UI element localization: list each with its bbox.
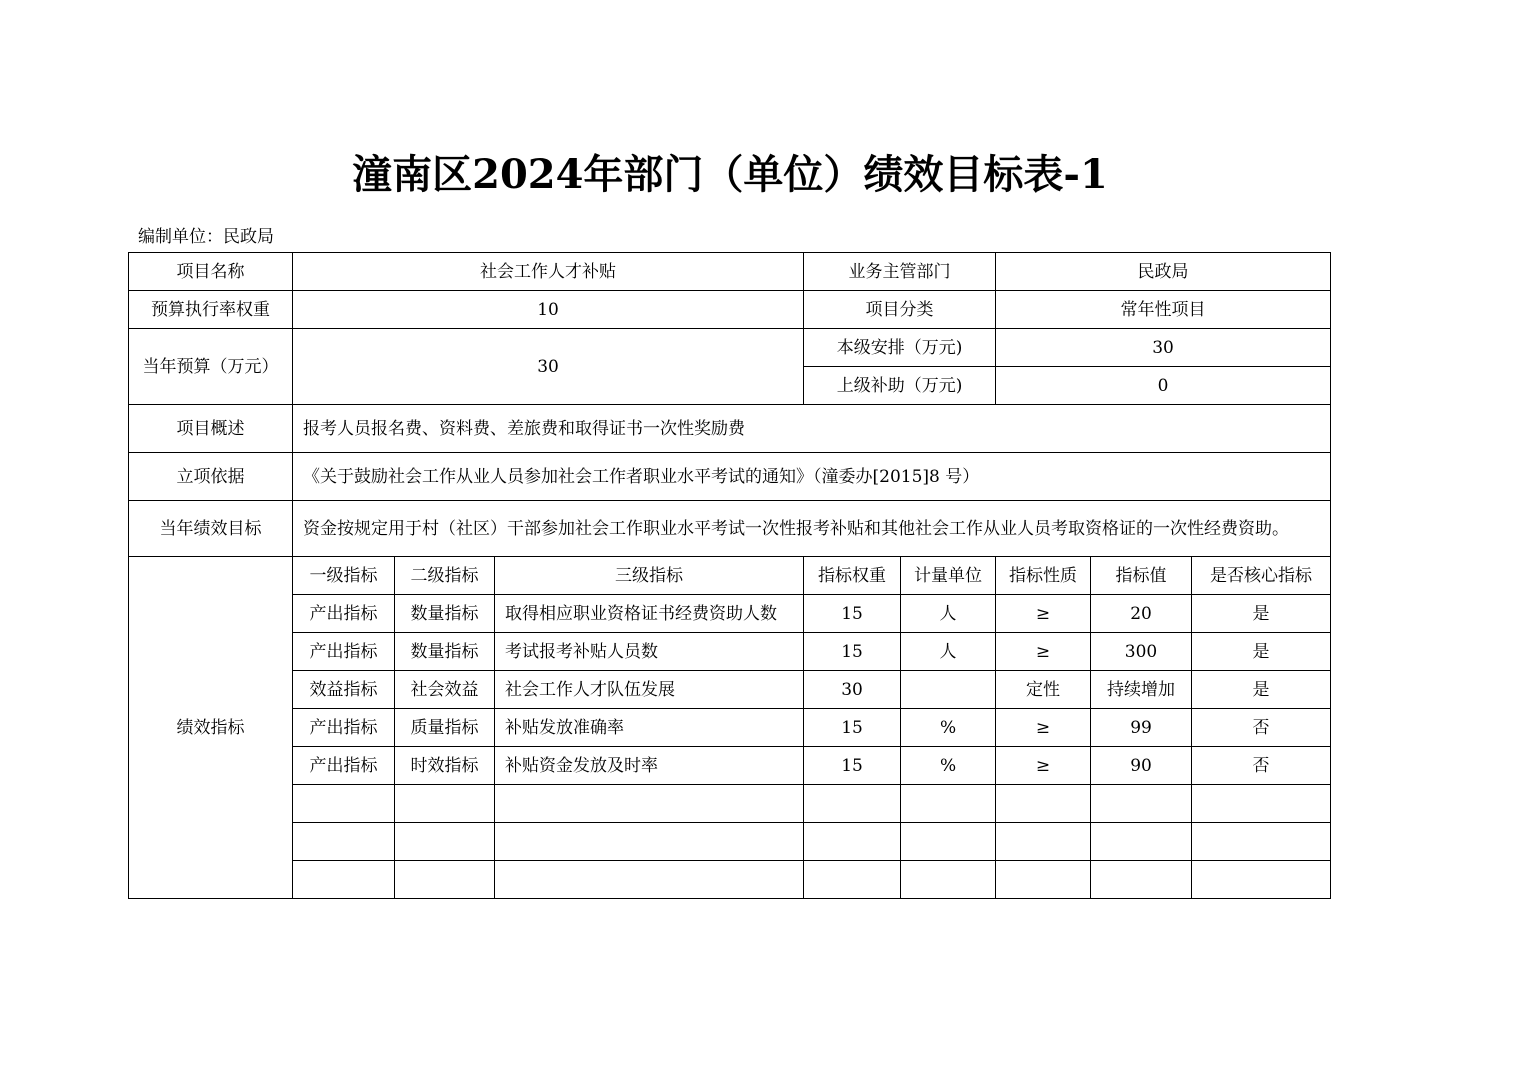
nature-cell: ≥ (996, 709, 1091, 747)
core-cell: 是 (1192, 671, 1331, 709)
value-cell: 90 (1091, 747, 1192, 785)
row-budget-local (129, 329, 1331, 367)
empty-cell (395, 823, 495, 861)
level1-cell: 产出指标 (293, 595, 395, 633)
core-cell: 否 (1192, 747, 1331, 785)
nature-cell: ≥ (996, 633, 1091, 671)
overview-value: 报考人员报名费、资料费、差旅费和取得证书一次性奖励费 (293, 405, 1331, 453)
empty-cell (293, 785, 395, 823)
budget-value: 30 (293, 329, 804, 405)
empty-cell (996, 861, 1091, 899)
header-cell: 是否核心指标 (1192, 557, 1331, 595)
basis-label: 立项依据 (129, 453, 293, 501)
level3-cell: 补贴发放准确率 (495, 709, 804, 747)
header-cell: 二级指标 (395, 557, 495, 595)
upper-value: 0 (996, 367, 1331, 405)
value-cell: 99 (1091, 709, 1192, 747)
row-project-name (129, 253, 1331, 291)
value-cell: 持续增加 (1091, 671, 1192, 709)
header-cell: 计量单位 (901, 557, 996, 595)
level1-cell: 产出指标 (293, 747, 395, 785)
weight-cell: 15 (804, 747, 901, 785)
level3-cell: 社会工作人才队伍发展 (495, 671, 804, 709)
level2-cell: 时效指标 (395, 747, 495, 785)
basis-value: 《关于鼓励社会工作从业人员参加社会工作者职业水平考试的通知》（潼委办[2015]8 号） (293, 453, 1331, 501)
level1-cell: 产出指标 (293, 633, 395, 671)
weight-cell: 15 (804, 595, 901, 633)
level2-cell: 数量指标 (395, 595, 495, 633)
core-cell: 是 (1192, 633, 1331, 671)
nature-cell: ≥ (996, 747, 1091, 785)
weight-cell: 15 (804, 709, 901, 747)
table-row-empty (129, 823, 1331, 861)
value-cell: 300 (1091, 633, 1192, 671)
level2-cell: 社会效益 (395, 671, 495, 709)
table-row (129, 633, 1331, 671)
rate-label: 预算执行率权重 (129, 291, 293, 329)
empty-cell (1192, 785, 1331, 823)
empty-cell (395, 785, 495, 823)
empty-cell (495, 823, 804, 861)
table-row (129, 709, 1331, 747)
local-value: 30 (996, 329, 1331, 367)
nature-cell: ≥ (996, 595, 1091, 633)
unit-cell: % (901, 747, 996, 785)
header-cell: 一级指标 (293, 557, 395, 595)
page-title: 潼南区2024年部门（单位）绩效目标表-1 (352, 151, 1108, 198)
empty-cell (395, 861, 495, 899)
empty-cell (996, 785, 1091, 823)
performance-table (128, 252, 1331, 899)
core-cell: 是 (1192, 595, 1331, 633)
empty-cell (901, 861, 996, 899)
rate-value: 10 (293, 291, 804, 329)
empty-cell (1192, 861, 1331, 899)
header-cell: 指标性质 (996, 557, 1091, 595)
header-cell: 三级指标 (495, 557, 804, 595)
empty-cell (1091, 861, 1192, 899)
empty-cell (804, 823, 901, 861)
table-row (129, 595, 1331, 633)
overview-label: 项目概述 (129, 405, 293, 453)
empty-cell (495, 785, 804, 823)
empty-cell (1192, 823, 1331, 861)
level1-cell: 效益指标 (293, 671, 395, 709)
project-name-label: 项目名称 (129, 253, 293, 291)
empty-cell (293, 823, 395, 861)
row-goal (129, 501, 1331, 557)
category-label: 项目分类 (804, 291, 996, 329)
table-row (129, 747, 1331, 785)
empty-cell (901, 785, 996, 823)
core-cell: 否 (1192, 709, 1331, 747)
dept-value: 民政局 (996, 253, 1331, 291)
goal-label: 当年绩效目标 (129, 501, 293, 557)
budget-label: 当年预算（万元） (129, 329, 293, 405)
empty-cell (804, 861, 901, 899)
project-name-value: 社会工作人才补贴 (293, 253, 804, 291)
category-value: 常年性项目 (996, 291, 1331, 329)
upper-label: 上级补助（万元) (804, 367, 996, 405)
unit-cell (901, 671, 996, 709)
level3-cell: 取得相应职业资格证书经费资助人数 (495, 595, 804, 633)
empty-cell (996, 823, 1091, 861)
empty-cell (1091, 785, 1192, 823)
level2-cell: 数量指标 (395, 633, 495, 671)
row-basis (129, 453, 1331, 501)
row-rate (129, 291, 1331, 329)
local-label: 本级安排（万元) (804, 329, 996, 367)
table-row-empty (129, 785, 1331, 823)
dept-label: 业务主管部门 (804, 253, 996, 291)
empty-cell (293, 861, 395, 899)
value-cell: 20 (1091, 595, 1192, 633)
level3-cell: 考试报考补贴人员数 (495, 633, 804, 671)
indicators-label: 绩效指标 (129, 557, 293, 899)
table-row-empty (129, 861, 1331, 899)
row-overview (129, 405, 1331, 453)
unit-cell: 人 (901, 595, 996, 633)
level1-cell: 产出指标 (293, 709, 395, 747)
empty-cell (804, 785, 901, 823)
empty-cell (495, 861, 804, 899)
weight-cell: 15 (804, 633, 901, 671)
nature-cell: 定性 (996, 671, 1091, 709)
weight-cell: 30 (804, 671, 901, 709)
empty-cell (901, 823, 996, 861)
empty-cell (1091, 823, 1192, 861)
header-cell: 指标权重 (804, 557, 901, 595)
indicator-header-row (129, 557, 1331, 595)
unit-cell: % (901, 709, 996, 747)
level3-cell: 补贴资金发放及时率 (495, 747, 804, 785)
header-cell: 指标值 (1091, 557, 1192, 595)
unit-cell: 人 (901, 633, 996, 671)
level2-cell: 质量指标 (395, 709, 495, 747)
table-row (129, 671, 1331, 709)
compiling-unit: 编制单位：民政局 (138, 227, 274, 247)
goal-value: 资金按规定用于村（社区）干部参加社会工作职业水平考试一次性报考补贴和其他社会工作从业人员考取资格证的一次性经费资助。 (293, 501, 1331, 557)
